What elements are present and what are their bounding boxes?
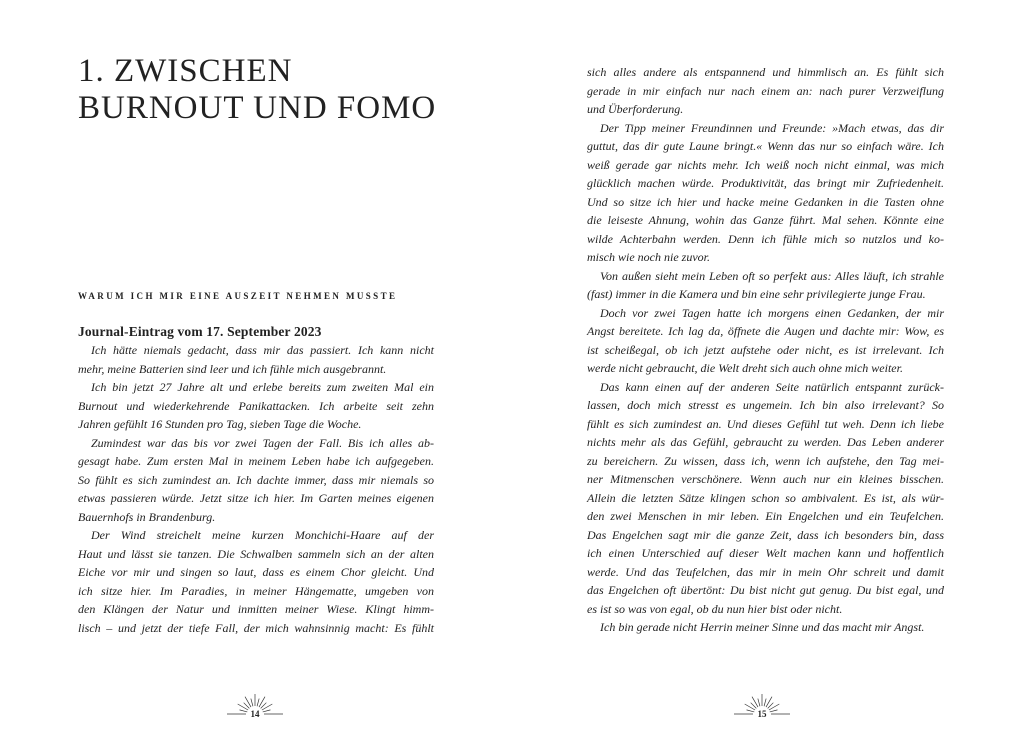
- body-text-line: ich sitze hier. Im Paradies, in meiner Hängematte, umgeben von: [78, 583, 434, 598]
- body-text-line: mehr, meine Batterien sind leer und ich fühle mich ausgebrannt.: [78, 361, 387, 376]
- body-text-line: das Engelchen oft übertönt: Du bist nicht gut genug. Du bist egal, und: [587, 583, 944, 597]
- body-text-line: Der Tipp meiner Freundinnen und Freunde: »Mach etwas, das dir: [600, 120, 944, 135]
- paragraph: [587, 304, 944, 378]
- body-text-line: fühlt es sich zumindest an. Und dieses Gefühl tut weh. Denn ich liebe: [587, 416, 944, 431]
- paragraph: [78, 378, 434, 434]
- body-text-line: Zumindest war das bis vor zwei Tagen der Fall. Bis ich alles ab-: [91, 435, 434, 450]
- paragraph: [587, 378, 944, 619]
- right-text-block: [587, 63, 944, 637]
- body-text-line: Jahren gefühlt 16 Stunden pro Tag, sieben Tage die Woche.: [78, 417, 362, 431]
- body-text-line: misch wie noch nie zuvor.: [587, 250, 710, 264]
- paragraph: [78, 434, 434, 527]
- body-text-line: guttut, das dir gute Laune bringt.« Wenn das nur so einfach wäre. Ich: [587, 139, 944, 153]
- page-number: 15: [757, 709, 767, 719]
- body-text-line: (fast) immer in die Kamera und bin eine sehr privilegierte junge Frau.: [587, 287, 926, 301]
- body-text-line: lisch – und jetzt der tiefe Fall, der mich wahnsinnig macht: Es fühlt: [78, 620, 434, 635]
- chapter-title-line: BURNOUT UND FOMO: [78, 90, 437, 126]
- body-text-line: den Klängen der Natur und inmitten meiner Wiese. Klingt himm-: [78, 602, 434, 616]
- body-text-line: nichts mehr als das Gefühl, gebraucht zu werden. Das Leben anderer: [587, 435, 944, 449]
- body-text-line: zu bereichern. Zu wissen, dass ich, wenn ich aufstehe, den Tag mei-: [587, 453, 944, 468]
- body-text-line: So fühlt es sich zumindest an. Ich dachte immer, dass mir niemals so: [78, 472, 434, 487]
- body-text-line: Burnout und wiederkehrende Panikattacken. Ich arbeite seit zehn: [78, 398, 434, 413]
- body-text-line: sich alles andere als entspannend und himmlisch an. Es fühlt sich: [587, 65, 944, 79]
- paragraph: [587, 267, 944, 304]
- left-text-block: [78, 323, 434, 638]
- body-text-line: weiß gerade gar nichts mehr. Ich weiß noch nicht einmal, was mich: [587, 157, 944, 172]
- body-text-line: gerade in mir einfach nur nach einem an: nach purer Verzweiflung: [587, 83, 944, 98]
- body-text-line: etwas passieren würde. Jetzt sitze ich hier. Im Garten meines eigenen: [78, 491, 434, 505]
- body-text-line: Das kann einen auf der anderen Seite natürlich entspannt zurück-: [600, 379, 944, 394]
- right-page: [510, 0, 1020, 755]
- body-text-line: Allein die letzten Sätze klingen schon so ambivalent. Es ist, als wür-: [587, 490, 944, 505]
- paragraph: [78, 526, 434, 637]
- body-text-line: Ich bin gerade nicht Herrin meiner Sinne und das macht mir Angst.: [600, 620, 925, 634]
- body-text-line: Ich bin jetzt 27 Jahre alt und erlebe bereits zum zweiten Mal ein: [91, 380, 434, 394]
- body-text-line: gesagt habe. Zum ersten Mal in meinem Leben habe ich aufgegeben.: [78, 454, 434, 468]
- chapter-title-line: 1. ZWISCHEN: [78, 53, 293, 89]
- body-text-line: Von außen sieht mein Leben oft so perfekt aus: Alles läuft, ich strahle: [600, 268, 944, 283]
- body-text-line: ner Mitmenschen verschönere. Wenn auch nur ein kleines bisschen.: [587, 472, 944, 486]
- body-text-line: lassen, doch mich stresst es ungemein. Ich bin also irrelevant? So: [587, 398, 944, 412]
- body-text-line: Haut und lässt sie tanzen. Die Schwalben sammeln sich an der alten: [78, 546, 434, 561]
- body-text-line: werde. Und das Teufelchen, das mir in mein Ohr schreit und damit: [587, 564, 944, 579]
- page-number: 14: [250, 709, 260, 719]
- body-text-line: es ist so was von egal, ob du nun hier bist oder nicht.: [587, 601, 843, 616]
- body-text-line: werde nicht gebraucht, die Welt dreht sich auch ohne mich weiter.: [587, 361, 903, 375]
- body-text-line: Und so sitze ich hier und hacke meine Gedanken in die Tasten ohne: [587, 194, 944, 209]
- paragraph: [78, 341, 434, 378]
- paragraph: [587, 119, 944, 267]
- body-text-line: Der Wind streichelt meine kurzen Monchichi-Haare auf der: [91, 528, 434, 542]
- chapter-title: [78, 53, 436, 127]
- body-text-line: und Überforderung.: [587, 102, 684, 116]
- body-text-line: Ich hätte niemals gedacht, dass mir das passiert. Ich kann nicht: [91, 343, 434, 357]
- body-text-line: Doch vor zwei Tagen hatte ich morgens einen Gedanken, der mir: [600, 305, 944, 320]
- paragraph: [587, 63, 944, 119]
- paragraph: [587, 618, 944, 637]
- body-text-line: ist scheißegal, ob ich jetzt aufstehe oder nicht, es ist irrelevant. Ich: [587, 342, 944, 357]
- body-text-line: Das Engelchen sagt mir die ganze Zeit, dass ich besonders bin, dass: [587, 527, 944, 542]
- body-text-line: den zwei Menschen in mir leben. Ein Engelchen und ein Teufelchen.: [587, 509, 944, 523]
- body-text-line: wilde Achterbahn werden. Denn ich fühle mich so nutzlos und ko-: [587, 231, 944, 246]
- body-text-line: die leiseste Ahnung, wohin das Ganze führt. Mal sehen. Könnte eine: [587, 213, 944, 227]
- journal-entry-heading: Journal-Eintrag vom 17. September 2023: [78, 323, 322, 339]
- body-text-line: Angst bereitete. Ich lag da, öffnete die Augen und dachte mir: Wow, es: [587, 324, 944, 338]
- section-heading: WARUM ICH MIR EINE AUSZEIT NEHMEN MUSSTE: [78, 291, 398, 301]
- body-text-line: ich einen Unterschied auf dieser Welt machen kann und hoffentlich: [587, 546, 944, 560]
- body-text-line: Eiche vor mir und singen so laut, dass es einem Chor gleicht. Und: [78, 565, 434, 579]
- body-text-line: Bauernhofs in Brandenburg.: [78, 509, 216, 524]
- body-text-line: glücklich machen würde. Produktivität, das bringt mir Zufriedenheit.: [587, 176, 944, 190]
